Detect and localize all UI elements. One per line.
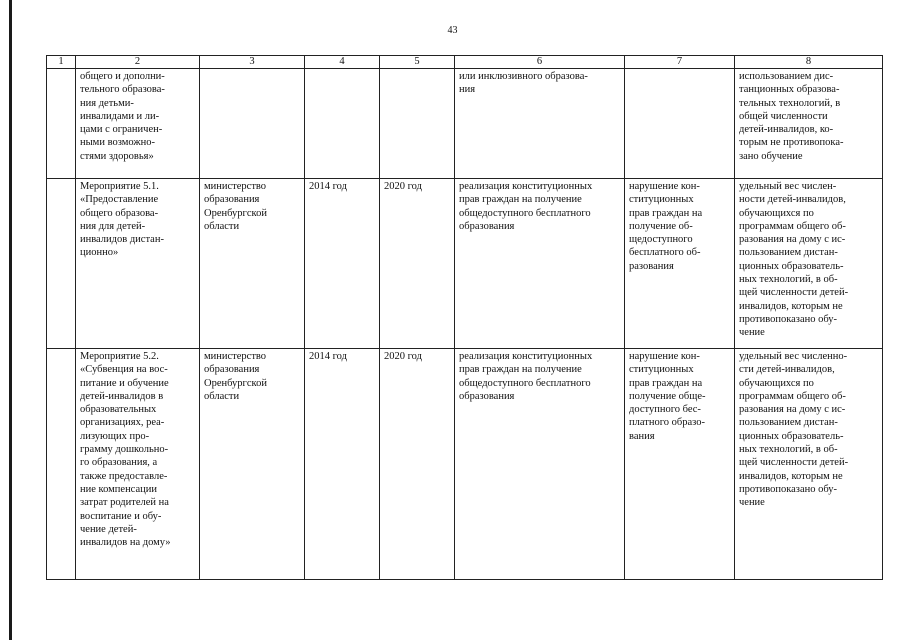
cell-text <box>459 70 620 97</box>
header-col-6: 6 <box>455 56 625 69</box>
cell-line: Оренбургской <box>204 377 267 389</box>
cell-line: Оренбургской <box>204 207 267 219</box>
cell-line: инвалидов на дому» <box>80 537 171 549</box>
table-cell-col4 <box>305 69 380 179</box>
cell-line: чение детей- <box>80 523 137 535</box>
cell-line: сти детей-инвалидов, <box>739 364 835 376</box>
cell-line: детей-инвалидов, ко- <box>739 124 834 136</box>
cell-line: щей численности детей- <box>739 457 849 469</box>
cell-line: «Субвенция на вос- <box>80 364 168 376</box>
header-col-8: 8 <box>735 56 883 69</box>
cell-text <box>204 180 300 233</box>
table-cell-col4: 2014 год <box>305 349 380 580</box>
header-col-4: 4 <box>305 56 380 69</box>
cell-line: зано обучение <box>739 150 803 162</box>
cell-line: образования <box>459 220 515 232</box>
cell-line: Мероприятие 5.1. <box>80 181 159 192</box>
cell-line: области <box>204 220 240 232</box>
table-cell-col8 <box>735 179 883 349</box>
cell-line: ституционных <box>629 364 694 376</box>
cell-line: реализация конституционных <box>459 181 593 192</box>
table-cell-col7 <box>625 179 735 349</box>
table-header-row <box>47 56 883 69</box>
cell-line: ных технологий, в об- <box>739 274 838 286</box>
cell-line: также предоставле- <box>80 470 168 482</box>
cell-line: прав граждан на <box>629 207 703 219</box>
cell-line: цами с ограничен- <box>80 124 163 136</box>
table-cell-col5: 2020 год <box>380 179 455 349</box>
cell-text <box>739 180 878 340</box>
cell-line: организациях, реа- <box>80 417 165 429</box>
cell-line: ционно» <box>80 247 119 259</box>
cell-line: ционных образователь- <box>739 260 844 272</box>
cell-text <box>80 70 195 163</box>
cell-line: образования <box>204 194 260 206</box>
cell-line: инвалидов, которым не <box>739 470 843 482</box>
cell-line: вания <box>629 430 655 442</box>
cell-line: противопоказано обу- <box>739 313 838 325</box>
cell-line: общедоступного бесплатного <box>459 377 591 389</box>
table-cell-col6 <box>455 349 625 580</box>
cell-line: образования <box>459 390 515 402</box>
cell-line: удельный вес численно- <box>739 351 848 362</box>
cell-line: нарушение кон- <box>629 181 700 192</box>
table-cell-col8 <box>735 349 883 580</box>
table-cell-col2 <box>76 69 200 179</box>
cell-line: детей-инвалидов в <box>80 390 164 402</box>
cell-line: образования <box>204 364 260 376</box>
cell-line: воспитание и обу- <box>80 510 162 522</box>
cell-line: го образования, а <box>80 457 158 469</box>
cell-text <box>204 350 300 403</box>
table-cell-col1 <box>47 349 76 580</box>
cell-line: чение <box>739 327 765 339</box>
cell-line: ния для детей- <box>80 220 146 232</box>
cell-line: получение обще- <box>629 390 706 402</box>
header-col-3: 3 <box>200 56 305 69</box>
header-col-1: 1 <box>47 56 76 69</box>
table-row <box>47 349 883 580</box>
cell-line: тельного образова- <box>80 84 165 96</box>
cell-line: общего образова- <box>80 207 159 219</box>
cell-line: пользованием дистан- <box>739 247 838 259</box>
cell-line: чение <box>739 497 765 509</box>
cell-line: прав граждан на получение <box>459 194 582 206</box>
cell-text <box>80 180 195 260</box>
cell-line: ния детьми- <box>80 97 134 109</box>
cell-line: ституционных <box>629 194 694 206</box>
table-cell-col6 <box>455 179 625 349</box>
cell-line: разования на дому с ис- <box>739 404 846 416</box>
cell-line: щей численности детей- <box>739 287 849 299</box>
cell-line: разования <box>629 260 674 272</box>
cell-line: лизующих про- <box>80 430 150 442</box>
cell-text <box>459 350 620 403</box>
cell-line: прав граждан на <box>629 377 703 389</box>
cell-line: ние компенсации <box>80 483 157 495</box>
cell-line: инвалидов дистан- <box>80 234 164 246</box>
table-cell-col3 <box>200 69 305 179</box>
page-binding-edge <box>9 0 12 640</box>
cell-line: ционных образователь- <box>739 430 844 442</box>
cell-line: ности детей-инвалидов, <box>739 194 846 206</box>
cell-line: питание и обучение <box>80 377 169 389</box>
cell-line: грамму дошкольно- <box>80 444 169 456</box>
cell-line: области <box>204 390 240 402</box>
cell-line: затрат родителей на <box>80 497 169 509</box>
cell-line: нарушение кон- <box>629 351 700 362</box>
table-cell-col5 <box>380 69 455 179</box>
table-cell-col6 <box>455 69 625 179</box>
table-row <box>47 69 883 179</box>
cell-line: программам общего об- <box>739 220 846 232</box>
cell-line: общего и дополни- <box>80 71 165 82</box>
table-cell-col3 <box>200 179 305 349</box>
cell-line: платного образо- <box>629 417 705 429</box>
cell-line: или инклюзивного образова- <box>459 71 588 82</box>
table-cell-col7 <box>625 349 735 580</box>
table-cell-col8 <box>735 69 883 179</box>
cell-line: противопоказано обу- <box>739 483 838 495</box>
cell-line: получение об- <box>629 220 693 232</box>
table-cell-col2 <box>76 179 200 349</box>
cell-text <box>629 180 730 273</box>
cell-line: пользованием дистан- <box>739 417 838 429</box>
cell-line: доступного бес- <box>629 404 701 416</box>
cell-line: Мероприятие 5.2. <box>80 351 159 362</box>
cell-line: щедоступного <box>629 234 693 246</box>
cell-text <box>80 350 195 549</box>
cell-text <box>739 350 878 510</box>
cell-line: использованием дис- <box>739 71 834 82</box>
cell-line: танционных образова- <box>739 84 840 96</box>
cell-line: прав граждан на получение <box>459 364 582 376</box>
cell-line: общей численности <box>739 110 828 122</box>
cell-line: общедоступного бесплатного <box>459 207 591 219</box>
header-col-5: 5 <box>380 56 455 69</box>
cell-line: инвалидов, которым не <box>739 300 843 312</box>
table-cell-col2 <box>76 349 200 580</box>
cell-line: реализация конституционных <box>459 351 593 362</box>
table-cell-col5: 2020 год <box>380 349 455 580</box>
cell-line: торым не противопока- <box>739 137 844 149</box>
cell-line: ных технологий, в об- <box>739 444 838 456</box>
cell-text <box>629 350 730 443</box>
cell-line: министерство <box>204 181 267 192</box>
table-row <box>47 179 883 349</box>
cell-line: стями здоровья» <box>80 150 154 162</box>
table-cell-col3 <box>200 349 305 580</box>
page-number: 43 <box>447 25 458 36</box>
program-measures-table <box>46 55 883 580</box>
header-col-7: 7 <box>625 56 735 69</box>
cell-line: образовательных <box>80 404 157 416</box>
cell-text <box>459 180 620 233</box>
cell-line: ния <box>459 84 476 96</box>
header-col-2: 2 <box>76 56 200 69</box>
cell-line: разования на дому с ис- <box>739 234 846 246</box>
cell-line: тельных технологий, в <box>739 97 841 109</box>
cell-line: обучающихся по <box>739 377 814 389</box>
cell-line: ными возможно- <box>80 137 155 149</box>
table-cell-col4: 2014 год <box>305 179 380 349</box>
cell-line: программам общего об- <box>739 390 846 402</box>
cell-line: «Предоставление <box>80 194 159 206</box>
cell-line: бесплатного об- <box>629 247 701 259</box>
cell-line: обучающихся по <box>739 207 814 219</box>
table-cell-col7 <box>625 69 735 179</box>
cell-line: инвалидами и ли- <box>80 110 160 122</box>
table-cell-col1 <box>47 69 76 179</box>
cell-line: министерство <box>204 351 267 362</box>
cell-line: удельный вес числен- <box>739 181 837 192</box>
table-cell-col1 <box>47 179 76 349</box>
cell-text <box>739 70 878 163</box>
